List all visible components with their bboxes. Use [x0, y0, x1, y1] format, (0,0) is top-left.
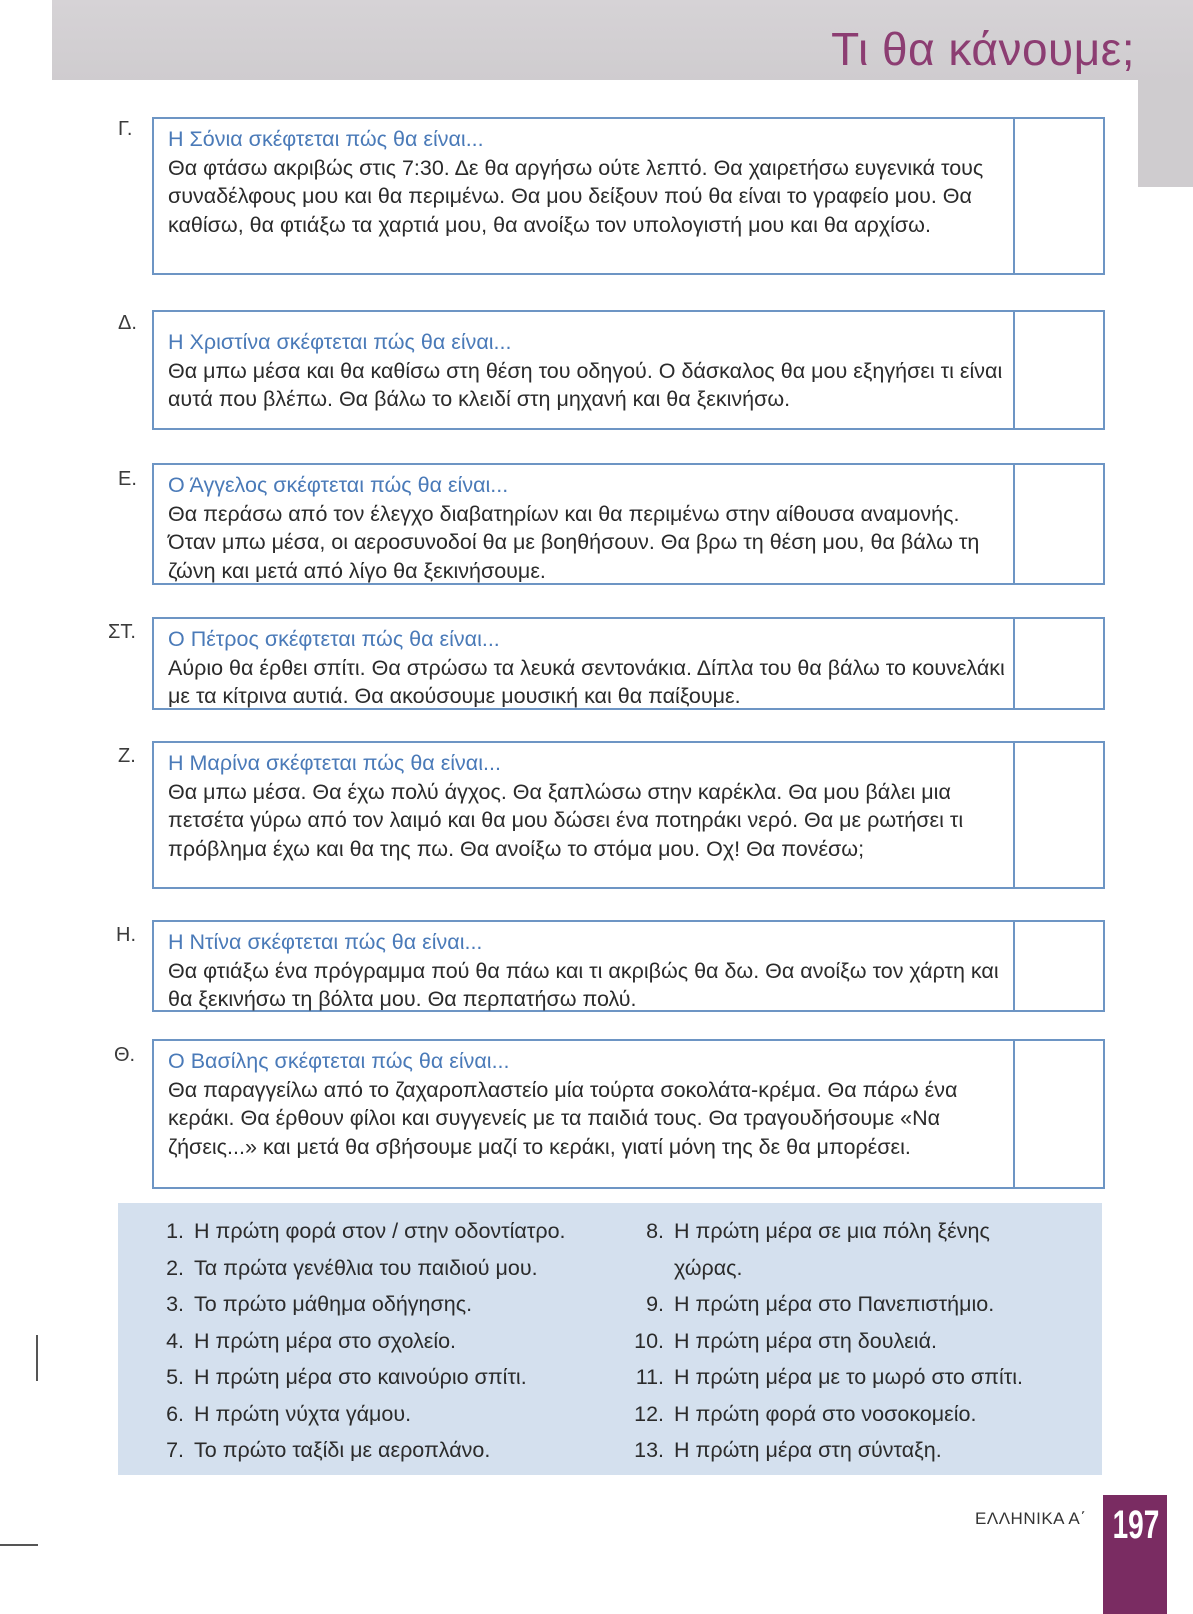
- list-item: [628, 1432, 1098, 1469]
- list-number: 9.: [646, 1292, 664, 1316]
- scan-margin-mark: [36, 1335, 38, 1381]
- exercise-body: Αύριο θα έρθει σπίτι. Θα στρώσω τα λευκά σεντονάκια. Δίπλα του θα βάλω το κουνελάκι με τα κίτρινα αυτιά. Θα ακούσουμε μουσική και θα παίξουμε.: [168, 655, 1005, 708]
- list-number: 13.: [634, 1438, 664, 1462]
- list-number: 7.: [166, 1438, 184, 1462]
- answer-box[interactable]: [1013, 119, 1103, 273]
- exercise-body: Θα παραγγείλω από το ζαχαροπλαστείο μία τούρτα σοκολάτα-κρέμα. Θα πάρω ένα κεράκι. Θα έρθουν φίλοι και συγγενείς με τα παιδιά τους. Θα τραγουδήσουμε «Να ζήσεις...» και μετά θα σβήσουμε μαζί το κεράκι, γιατί μόνη της δε θα μπορέσει.: [168, 1077, 958, 1159]
- page-number-badge: [1103, 1495, 1167, 1614]
- item-letter: Ε.: [118, 468, 137, 490]
- list-text: Η πρώτη μέρα στο Πανεπιστήμιο.: [674, 1292, 995, 1316]
- options-column-right: [628, 1213, 1098, 1469]
- scan-margin-mark: [0, 1544, 38, 1546]
- list-text: Η πρώτη μέρα με το μωρό στο σπίτι.: [674, 1365, 1023, 1389]
- exercise-box: [152, 741, 1105, 889]
- options-column-left: [158, 1213, 618, 1469]
- list-item: [628, 1286, 1098, 1323]
- exercise-intro: Η Ντίνα σκέφτεται πώς θα είναι...: [168, 930, 483, 954]
- exercise-text: [168, 928, 1007, 1014]
- header-side-band: [1138, 80, 1193, 187]
- exercise-text: [168, 625, 1007, 711]
- exercise-body: Θα φτιάξω ένα πρόγραμμα πού θα πάω και τι ακριβώς θα δω. Θα ανοίξω τον χάρτη και θα ξεκινήσω τη βόλτα μου. Θα περπατήσω πολύ.: [168, 958, 999, 1011]
- item-letter: Ζ.: [118, 745, 136, 767]
- exercise-text: [168, 1047, 1007, 1161]
- list-text: Το πρώτο ταξίδι με αεροπλάνο.: [194, 1438, 491, 1462]
- list-item: [158, 1396, 618, 1433]
- list-number: 2.: [166, 1255, 184, 1280]
- exercise-body: Θα μπω μέσα. Θα έχω πολύ άγχος. Θα ξαπλώσω στην καρέκλα. Θα μου βάλει μια πετσέτα γύρω από τον λαιμό και θα μου δώσει ένα ποτηράκι νερό. Θα με ρωτήσει τι πρόβλημα έχω και θα της πω. Θα ανοίξω το στόμα μου. Οχ! Θα πονέσω;: [168, 779, 964, 861]
- list-text: Η πρώτη μέρα στη σύνταξη.: [674, 1438, 942, 1462]
- item-letter: Θ.: [114, 1044, 136, 1066]
- answer-box[interactable]: [1013, 619, 1103, 708]
- list-item: [628, 1213, 1024, 1286]
- options-panel: [118, 1203, 1102, 1475]
- list-text: Το πρώτο μάθημα οδήγησης.: [194, 1292, 473, 1316]
- exercise-box: [152, 463, 1105, 585]
- exercise-intro: Η Μαρίνα σκέφτεται πώς θα είναι...: [168, 751, 501, 775]
- list-number: 5.: [166, 1365, 184, 1389]
- answer-box[interactable]: [1013, 1041, 1103, 1187]
- answer-box[interactable]: [1013, 465, 1103, 583]
- list-item: [158, 1359, 618, 1396]
- list-item: [158, 1432, 618, 1469]
- answer-box[interactable]: [1013, 312, 1103, 428]
- item-letter: Δ.: [118, 312, 137, 334]
- list-text: Η πρώτη μέρα στο σχολείο.: [194, 1328, 457, 1353]
- exercise-box: [152, 1039, 1105, 1189]
- exercise-text: [168, 125, 1007, 239]
- exercise-box: [152, 310, 1105, 430]
- list-text: Η πρώτη φορά στο νοσοκομείο.: [674, 1401, 977, 1426]
- list-number: 3.: [166, 1292, 184, 1316]
- list-number: 12.: [634, 1401, 664, 1426]
- exercise-body: Θα περάσω από τον έλεγχο διαβατηρίων και θα περιμένω στην αίθουσα αναμονής. Όταν μπω μέσα, οι αεροσυνοδοί θα με βοηθήσουν. Θα βρω τη θέση μου, θα βάλω τη ζώνη και μετά από λίγο θα ξεκινήσουμε.: [168, 501, 980, 583]
- list-text: Η πρώτη μέρα σε μια πόλη ξένης χώρας.: [674, 1219, 990, 1280]
- exercise-intro: Ο Άγγελος σκέφτεται πώς θα είναι...: [168, 473, 509, 497]
- list-text: Η πρώτη μέρα στο καινούριο σπίτι.: [194, 1365, 527, 1389]
- list-number: 10.: [634, 1328, 664, 1353]
- list-item: [158, 1286, 618, 1323]
- exercise-body: Θα μπω μέσα και θα καθίσω στη θέση του οδηγού. Ο δάσκαλος θα μου εξηγήσει τι είναι αυτά που βλέπω. Θα βάλω το κλειδί στη μηχανή και θα ξεκινήσω.: [168, 358, 1003, 411]
- list-text: Τα πρώτα γενέθλια του παιδιού μου.: [194, 1255, 538, 1280]
- list-text: Η πρώτη νύχτα γάμου.: [194, 1401, 412, 1426]
- exercise-intro: Η Χριστίνα σκέφτεται πώς θα είναι...: [168, 330, 512, 354]
- exercise-box: [152, 617, 1105, 710]
- exercise-intro: Η Σόνια σκέφτεται πώς θα είναι...: [168, 127, 484, 151]
- item-letter: Γ.: [118, 118, 133, 140]
- page-title: Τι θα κάνουμε;: [831, 23, 1135, 75]
- exercise-text: [168, 749, 1007, 863]
- list-text: Η πρώτη φορά στον / στην οδοντίατρο.: [194, 1219, 566, 1243]
- list-number: 1.: [166, 1219, 184, 1243]
- list-number: 8.: [646, 1219, 664, 1243]
- answer-box[interactable]: [1013, 743, 1103, 887]
- exercise-box: [152, 117, 1105, 275]
- list-number: 11.: [635, 1365, 664, 1389]
- list-item: [628, 1323, 1098, 1360]
- item-letter: ΣΤ.: [108, 621, 136, 643]
- exercise-box: [152, 920, 1105, 1012]
- exercise-body: Θα φτάσω ακριβώς στις 7:30. Δε θα αργήσω ούτε λεπτό. Θα χαιρετήσω ευγενικά τους συναδέλφους μου και θα περιμένω. Θα μου δείξουν πού θα είναι το γραφείο μου. Θα καθίσω, θα φτιάξω τα χαρτιά μου, θα ανοίξω τον υπολογιστή μου και θα αρχίσω.: [168, 155, 984, 237]
- list-item: [158, 1213, 618, 1250]
- book-title: ΕΛΛΗΝΙΚΑ Α΄: [975, 1509, 1087, 1528]
- page-number: 197: [1112, 1503, 1160, 1547]
- item-letter: Η.: [116, 924, 136, 946]
- list-item: [158, 1250, 618, 1287]
- answer-box[interactable]: [1013, 922, 1103, 1010]
- list-item: [628, 1396, 1098, 1433]
- exercise-intro: Ο Πέτρος σκέφτεται πώς θα είναι...: [168, 627, 500, 651]
- exercise-text: [168, 328, 1007, 414]
- list-text: Η πρώτη μέρα στη δουλειά.: [674, 1328, 937, 1353]
- list-number: 6.: [166, 1401, 184, 1426]
- list-number: 4.: [166, 1328, 184, 1353]
- list-item: [158, 1323, 618, 1360]
- exercise-text: [168, 471, 1007, 585]
- list-item: [628, 1359, 1098, 1396]
- exercise-intro: Ο Βασίλης σκέφτεται πώς θα είναι...: [168, 1049, 510, 1073]
